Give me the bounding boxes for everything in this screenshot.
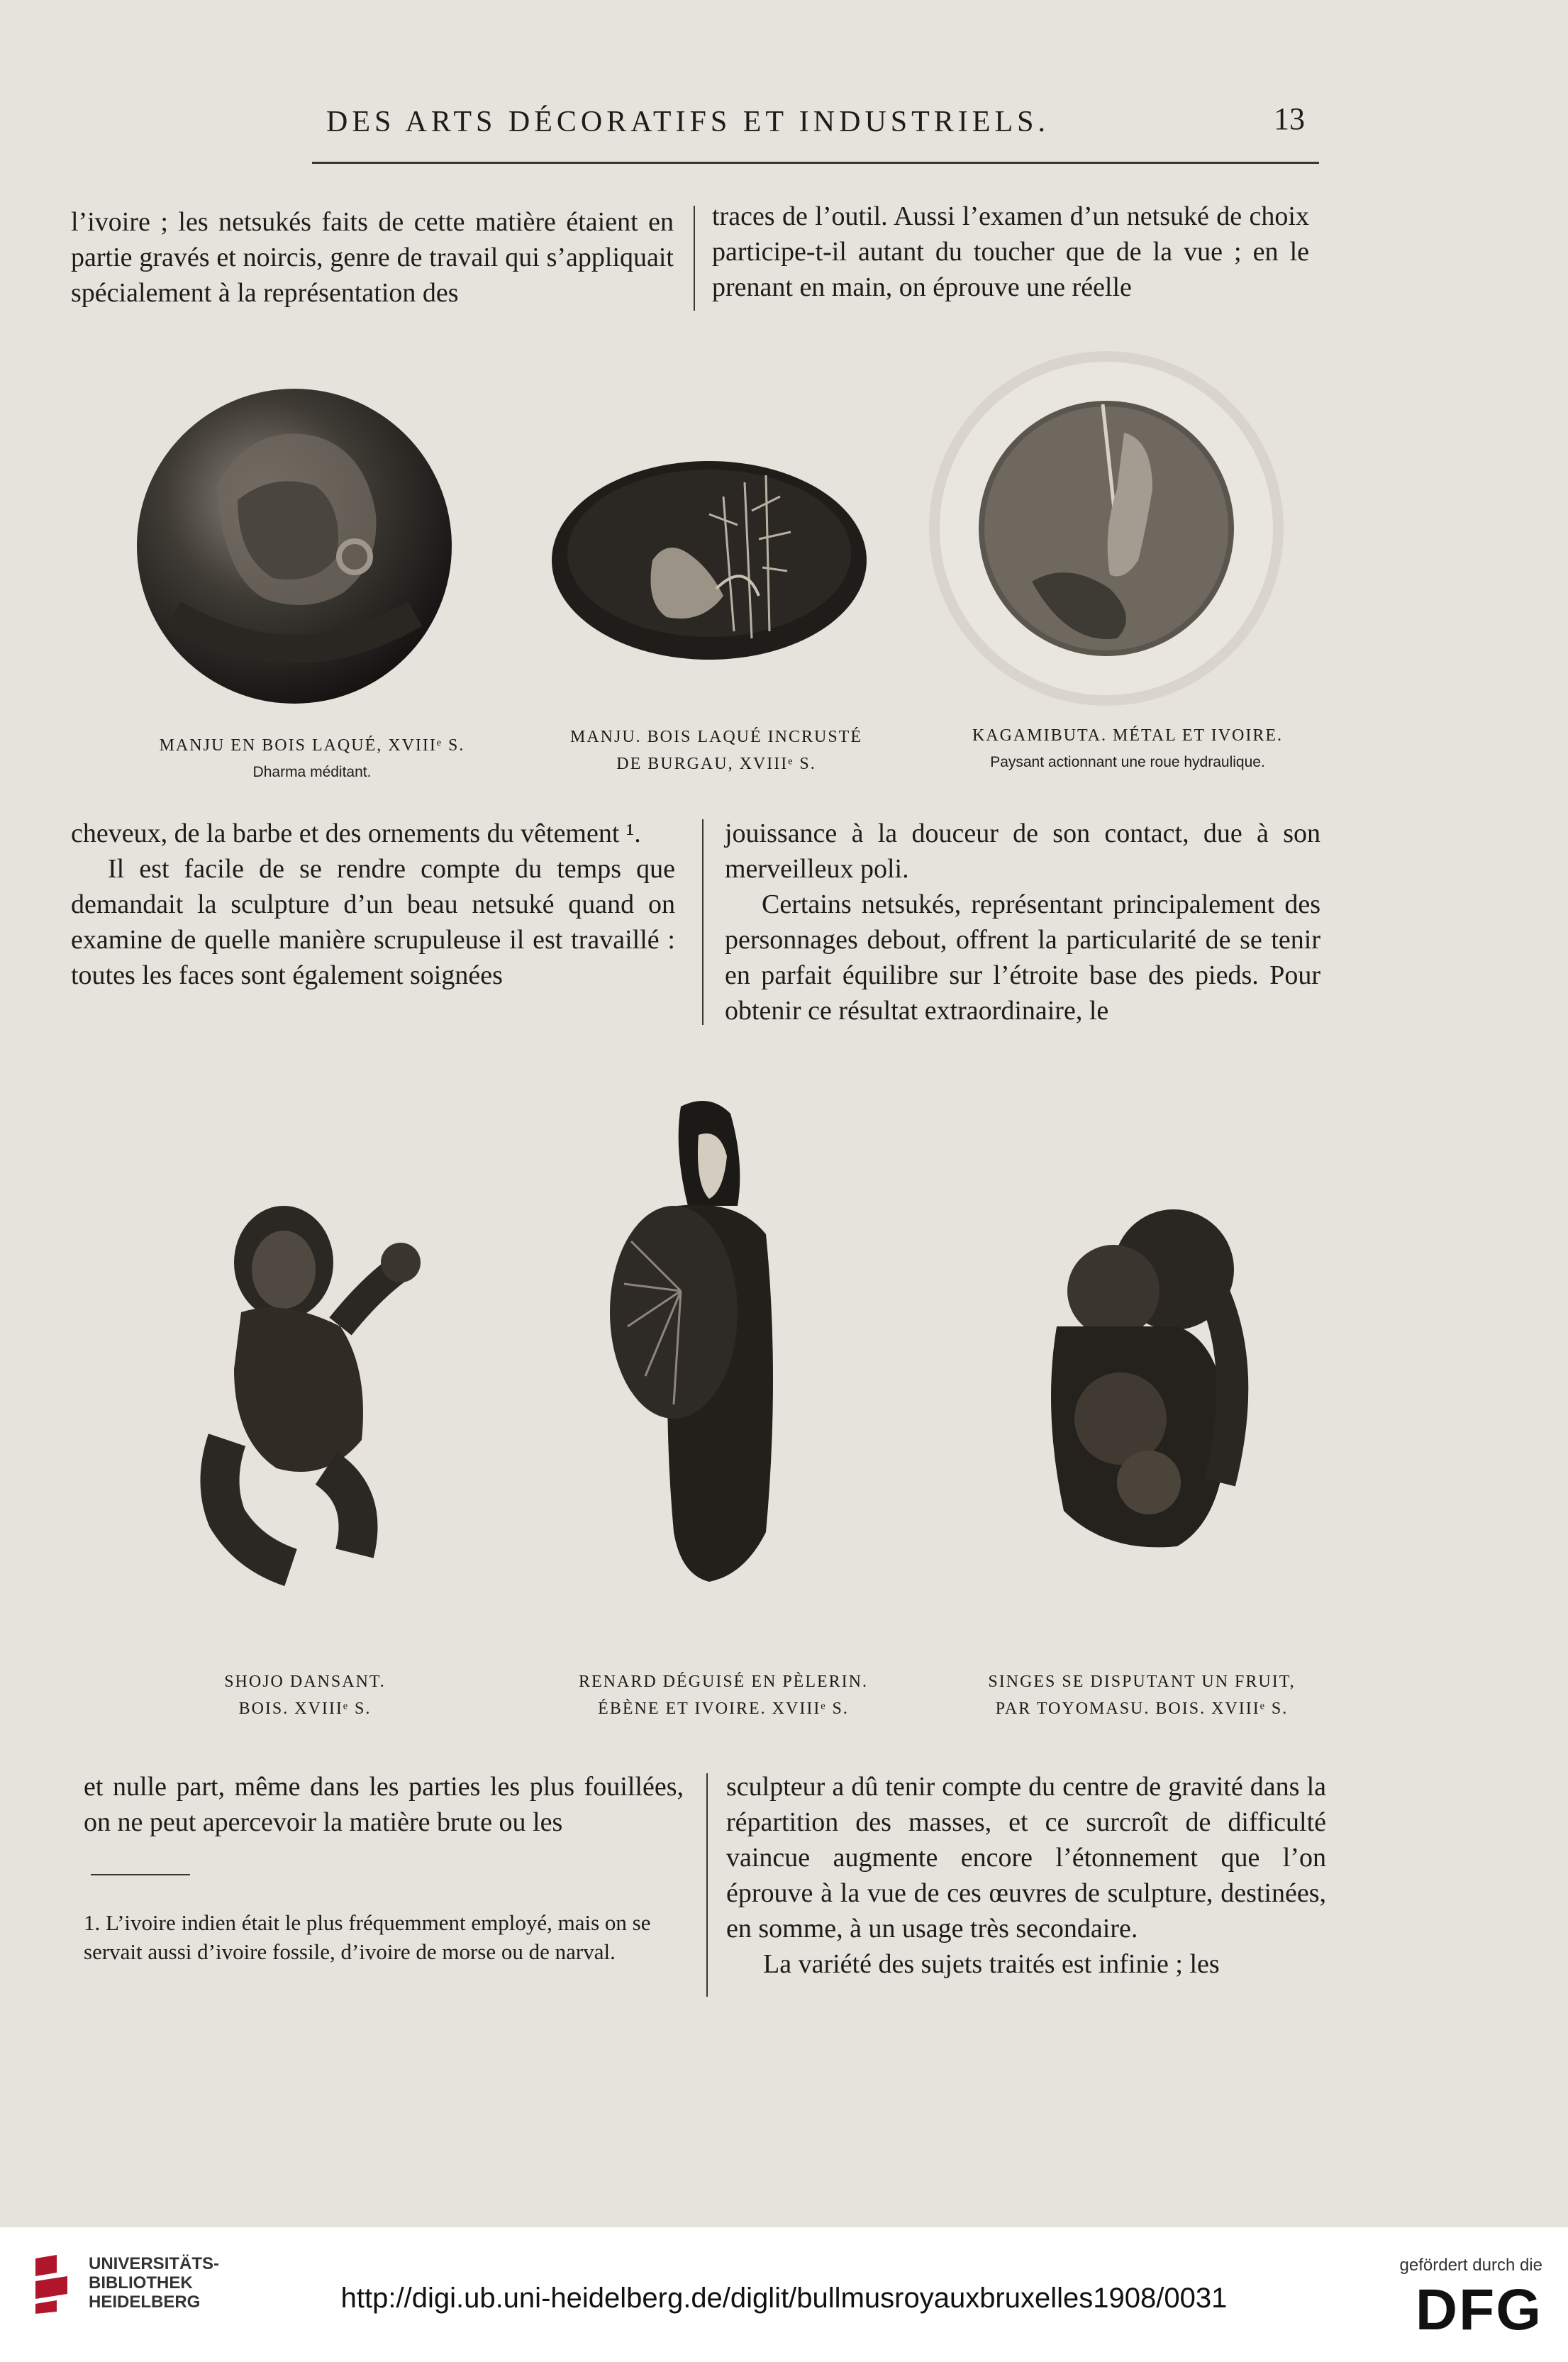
text-column-right-bottom: [726, 1769, 1326, 1982]
paragraph: Certains netsukés, représentant principalement des personnages debout, offrent la particularité de se tenir en parfait équilibre sur l’étroite base des pieds. Pour obtenir ce résultat extraordinaire, le: [725, 889, 1320, 1026]
column-rule: [702, 819, 704, 1025]
figure-caption: [915, 1668, 1369, 1722]
funding-label: gefördert durch die: [1399, 2256, 1542, 2275]
paragraph: sculpteur a dû tenir compte du centre de gravité dans la répartition des masses, et ce surcroît de difficulté vaincue augmente encore l’étonnement que l’on éprouve à la vue de ces œuvres de sculpture, destinées, en somme, à un usage très secondaire.: [726, 1772, 1326, 1944]
manju-dharma-image: [131, 379, 457, 713]
figure-caption: [504, 723, 929, 777]
caption-subtitle: Dharma méditant.: [252, 764, 372, 780]
figure-caption: [99, 732, 525, 786]
figure-caption: [92, 1668, 518, 1722]
paragraph: La variété des sujets traités est infinie ; les: [763, 1949, 1220, 1979]
column-rule: [694, 206, 695, 311]
library-name-line: HEIDELBERG: [89, 2292, 201, 2312]
caption-title: MANJU. BOIS LAQUÉ INCRUSTÉ: [569, 728, 862, 746]
footnote-rule: [91, 1874, 190, 1875]
caption-subtitle: DE BURGAU, XVIIIᵉ S.: [616, 755, 816, 773]
text-column-left-top: [71, 204, 674, 311]
text-column-left-middle: [71, 816, 675, 993]
caption-subtitle: ÉBÈNE ET IVOIRE. XVIIIᵉ S.: [598, 1700, 849, 1718]
paragraph: cheveux, de la barbe et des ornements du vêtement ¹.: [71, 819, 641, 848]
page-number: 13: [1274, 101, 1305, 136]
footnote: 1. L’ivoire indien était le plus fréquemment employé, mais on se servait aussi d’ivoire fossile, d’ivoire de morse ou de narval.: [84, 1910, 651, 1964]
text-column-right-top: [712, 199, 1309, 305]
figure-caption: [496, 1668, 950, 1722]
library-name-line: UNIVERSITÄTS-: [89, 2254, 220, 2273]
renard-pelerin-image: [603, 1092, 816, 1603]
caption-subtitle: BOIS. XVIIIᵉ S.: [238, 1700, 372, 1718]
paragraph: et nulle part, même dans les parties les plus fouillées, on ne peut apercevoir la matière brute ou les: [84, 1772, 684, 1837]
column-rule: [706, 1773, 708, 1997]
source-url-link[interactable]: http://digi.ub.uni-heidelberg.de/diglit/bullmusroyauxbruxelles1908/0031: [340, 2283, 1228, 2314]
paragraph: traces de l’outil. Aussi l’examen d’un netsuké de choix participe-t-il autant du toucher que de la vue ; en le prenant en main, on éprouve une réelle: [712, 201, 1309, 302]
figure-caption: [901, 722, 1355, 776]
caption-title: KAGAMIBUTA. MÉTAL ET IVOIRE.: [972, 726, 1284, 745]
library-name-line: BIBLIOTHEK: [89, 2273, 193, 2292]
paragraph: jouissance à la douceur de son contact, due à son merveilleux poli.: [725, 819, 1320, 884]
caption-subtitle: PAR TOYOMASU. BOIS. XVIIIᵉ S.: [995, 1700, 1289, 1718]
page-header: [85, 101, 1305, 148]
caption-subtitle: Paysant actionnant une roue hydraulique.: [990, 754, 1265, 770]
paragraph: Il est facile de se rendre compte du temps que demandait la sculpture d’un beau netsuké quand on examine de quelle manière scrupuleuse il est travaillé : toutes les faces sont également soignées: [71, 854, 675, 990]
caption-title: RENARD DÉGUISÉ EN PÈLERIN.: [579, 1673, 868, 1691]
kagamibuta-image: [925, 348, 1287, 709]
singes-fruit-image: [1000, 1185, 1284, 1624]
caption-title: SINGES SE DISPUTANT UN FRUIT,: [988, 1673, 1296, 1691]
manju-rooster-image: [546, 454, 872, 667]
text-column-right-middle: [725, 816, 1320, 1028]
paragraph: l’ivoire ; les netsukés faits de cette matière étaient en partie gravés et noircis, genre de travail qui s’appliquait spécialement à la représentation des: [71, 207, 674, 308]
running-title: DES ARTS DÉCORATIFS ET INDUSTRIELS.: [326, 106, 1050, 138]
footer-bar: [0, 2227, 1568, 2362]
dfg-logo: DFG: [1415, 2278, 1542, 2342]
caption-title: MANJU EN BOIS LAQUÉ, XVIIIᵉ S.: [159, 736, 465, 755]
shojo-dansant-image: [184, 1185, 468, 1610]
header-rule: [312, 162, 1319, 164]
caption-title: SHOJO DANSANT.: [224, 1673, 386, 1691]
text-column-left-bottom: [84, 1769, 684, 1840]
